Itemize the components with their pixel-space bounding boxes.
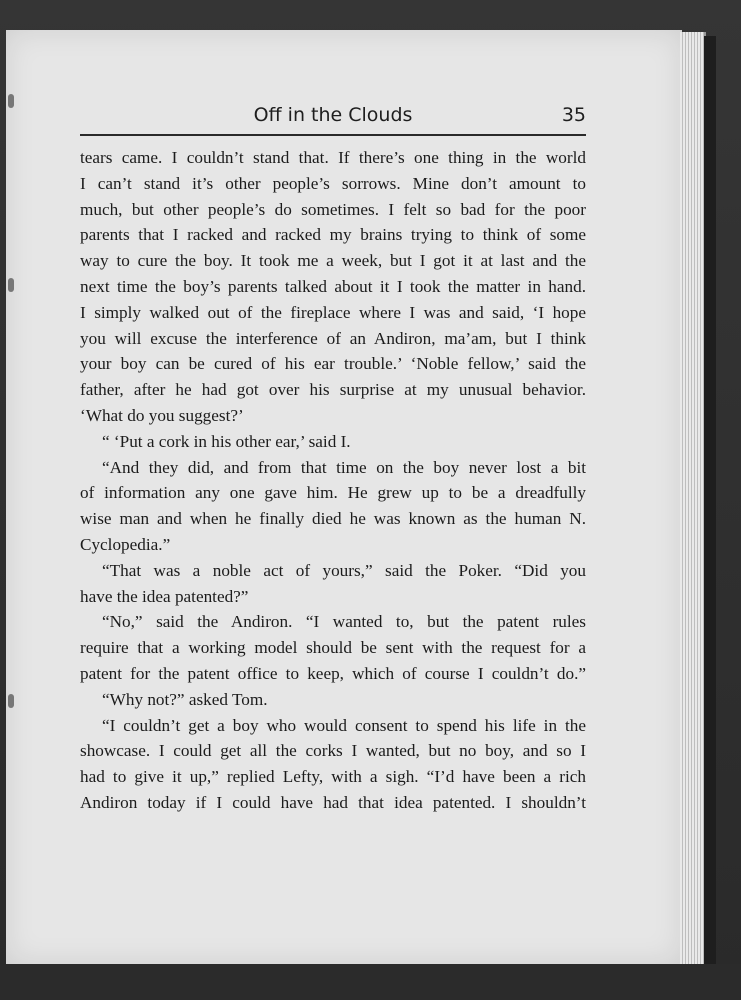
text-line: of information any one gave him. He grew up to be a dreadfully <box>80 483 586 503</box>
text-line: next time the boy’s parents talked about it I took the matter in hand. <box>80 276 586 296</box>
text-line: “ ‘Put a cork in his other ear,’ said I. <box>102 431 351 451</box>
text-line: tears came. I couldn’t stand that. If there’s one thing in the world <box>80 148 586 167</box>
page-edges <box>680 32 706 964</box>
text-line: “And they did, and from that time on the boy never lost a bit <box>102 457 586 477</box>
binding-mark <box>8 278 14 292</box>
text-line: Cyclopedia.” <box>80 534 171 554</box>
text-line: “No,” said the Andiron. “I wanted to, but the patent rules <box>102 612 586 632</box>
text-line: patent for the patent office to keep, which of course I couldn’t do.” <box>80 663 586 683</box>
text-line: way to cure the boy. It took me a week, but I got it at last and the <box>80 251 586 271</box>
text-line: “Why not?” asked Tom. <box>102 689 268 709</box>
text-line: much, but other people’s do sometimes. I felt so bad for the poor <box>80 199 586 219</box>
text-line: had to give it up,” replied Lefty, with a sigh. “I’d have been a rich <box>80 767 586 787</box>
binding-mark <box>8 694 14 708</box>
text-line: have the idea patented?” <box>80 586 249 606</box>
body-text <box>80 145 586 816</box>
scan-background <box>0 964 741 1000</box>
text-line: require that a working model should be sent with the request for a <box>80 638 586 658</box>
text-line: your boy can be cured of his ear trouble.’ ‘Noble fellow,’ said the <box>80 354 586 374</box>
running-title: Off in the Clouds <box>253 104 413 126</box>
header-rule <box>80 134 586 136</box>
text-line: parents that I racked and racked my brains trying to think of some <box>80 225 586 245</box>
page-number: 35 <box>561 104 586 126</box>
running-header <box>80 104 586 132</box>
text-line: I can’t stand it’s other people’s sorrows. Mine don’t amount to <box>80 173 586 193</box>
text-line: wise man and when he finally died he was known as the human N. <box>80 509 586 529</box>
binding-mark <box>8 94 14 108</box>
text-line: ‘What do you suggest?’ <box>80 405 244 425</box>
text-line: I simply walked out of the fireplace where I was and said, ‘I hope <box>80 302 586 322</box>
text-line: you will excuse the interference of an Andiron, ma’am, but I think <box>80 328 586 348</box>
text-line: “That was a noble act of yours,” said the Poker. “Did you <box>102 560 586 580</box>
text-line: “I couldn’t get a boy who would consent to spend his life in the <box>102 715 586 735</box>
text-line: Andiron today if I could have had that idea patented. I shouldn’t <box>80 792 586 812</box>
book-cover-edge <box>704 36 716 970</box>
text-line: father, after he had got over his surprise at my unusual behavior. <box>80 380 586 400</box>
text-line: showcase. I could get all the corks I wanted, but no boy, and so I <box>80 741 586 761</box>
